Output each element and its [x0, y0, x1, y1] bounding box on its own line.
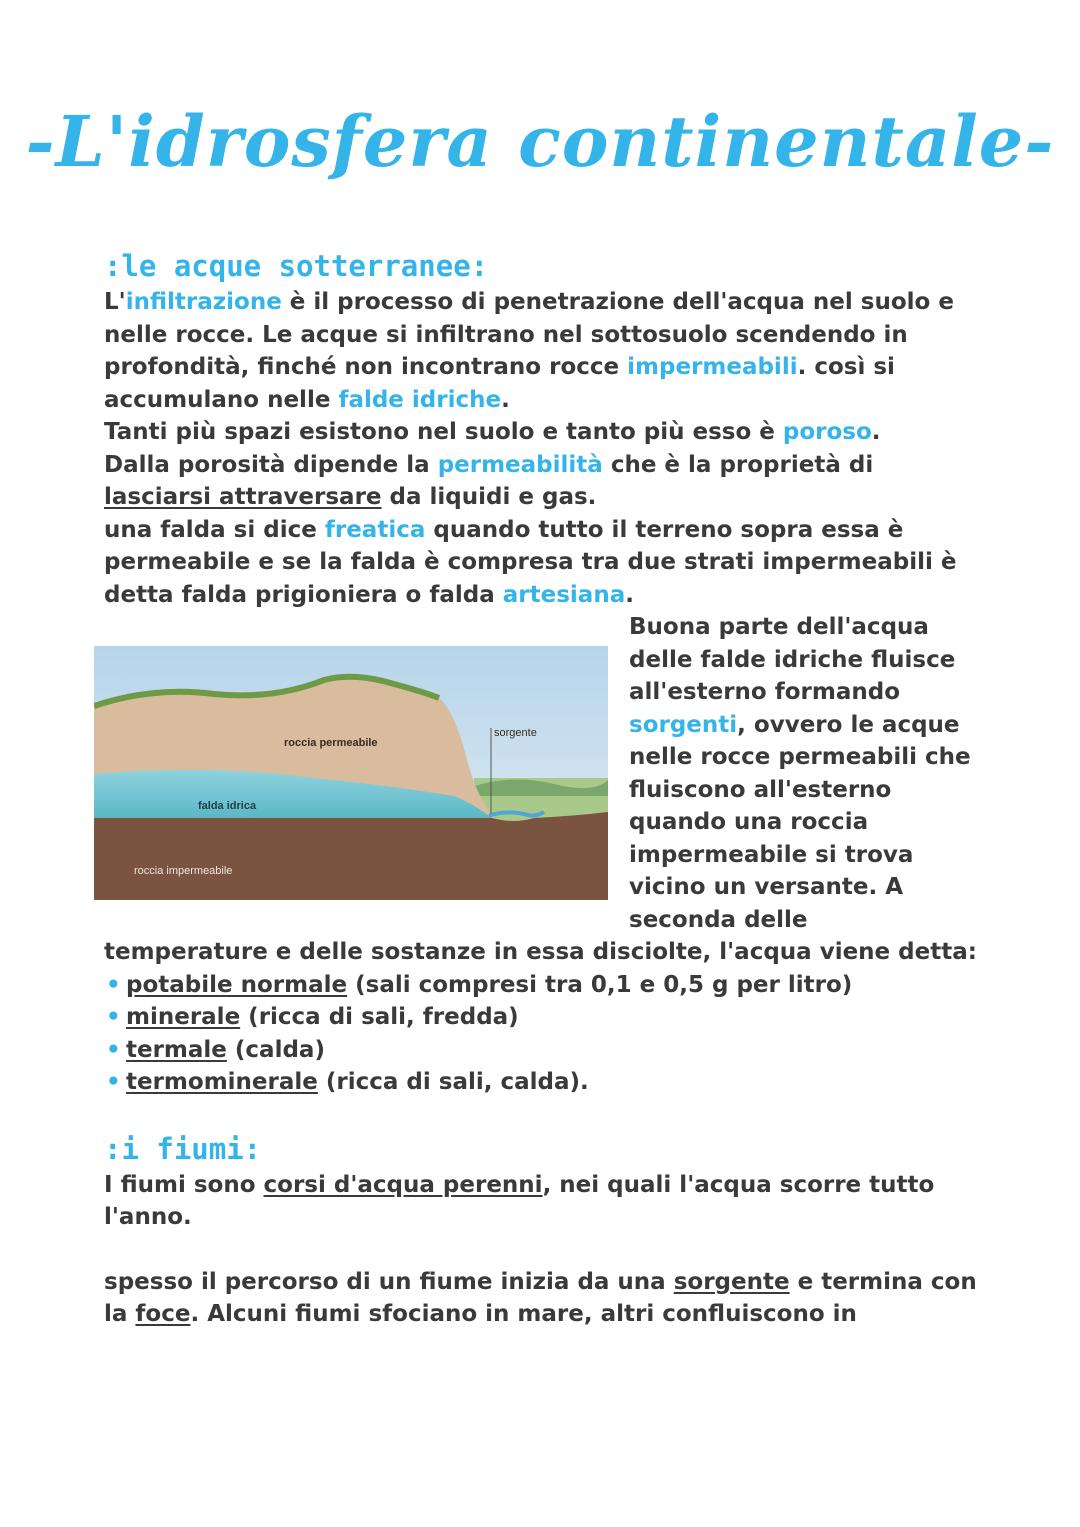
term-permeabilita: permeabilità	[437, 451, 603, 478]
label-roccia-impermeabile: roccia impermeabile	[134, 865, 233, 877]
term-artesiana: artesiana	[502, 581, 626, 608]
figure-row	[104, 611, 984, 936]
term-poroso: poroso	[782, 419, 872, 445]
paragraph-aquifer-types: una falda si dice freatica quando tutto il terreno sopra essa è permeabile e se la falda è compresa tra due strati impermeabili è detta falda prigioniera o falda artesiana.	[104, 516, 957, 608]
section-heading-groundwater: :le acque sotterranee:	[104, 249, 489, 283]
list-item: • minerale (ricca di sali, fredda)	[104, 1001, 984, 1034]
term-sorgenti: sorgenti	[629, 711, 738, 738]
term-corsi-acqua-perenni: corsi d'acqua perenni	[263, 1171, 543, 1198]
paragraph-springs: Buona parte dell'acqua delle falde idriche fluisce all'esterno formando sorgenti, ovvero le acque nelle rocce permeabili che fluiscono all'esterno quando una roccia impermeabile si trova vicino un versante. A seconda delle	[629, 614, 971, 933]
term-falde-idriche: falde idriche	[338, 386, 502, 413]
term-infiltrazione: infiltrazione	[125, 289, 282, 315]
label-roccia-permeabile: roccia permeabile	[284, 737, 378, 749]
section-heading-rivers: :i fiumi:	[104, 1131, 262, 1166]
term-freatica: freatica	[324, 516, 426, 543]
list-item: • potabile normale (sali compresi tra 0,1 e 0,5 g per litro)	[104, 969, 984, 1002]
paragraph-porosity: Tanti più spazi esistono nel suolo e tanto più esso è poroso. Dalla porosità dipende la permeabilità che è la proprietà di lasciarsi attraversare da liquidi e gas.	[104, 419, 881, 510]
label-sorgente: sorgente	[494, 727, 537, 739]
list-item: • termominerale (ricca di sali, calda).	[104, 1066, 984, 1099]
aquifer-diagram	[94, 646, 608, 900]
notes-body	[104, 248, 984, 1331]
label-falda-idrica: falda idrica	[198, 800, 257, 812]
bullet-icon: •	[106, 1069, 121, 1095]
paragraph-infiltration: L'infiltrazione è il processo di penetrazione dell'acqua nel suolo e nelle rocce. Le acque si infiltrano nel sottosuolo scendendo in profondità, finché non incontrano rocce impermeabili. così si accumulano nelle falde idriche.	[104, 289, 954, 413]
bullet-icon: •	[106, 971, 121, 998]
paragraph-water-types-intro: temperature e delle sostanze in essa disciolte, l'acqua viene detta:	[104, 939, 977, 965]
page-title: -L'idrosfera continentale-	[25, 100, 1055, 183]
paragraph-rivers-definition: I fiumi sono corsi d'acqua perenni, nei quali l'acqua scorre tutto l'anno.	[104, 1171, 935, 1230]
term-lasciarsi-attraversare: lasciarsi attraversare	[104, 484, 382, 510]
term-foce: foce	[135, 1301, 191, 1327]
term-impermeabili: impermeabili	[627, 354, 798, 380]
water-types-list	[104, 969, 984, 1099]
bullet-icon: •	[106, 1036, 121, 1063]
paragraph-river-course: spesso il percorso di un fiume inizia da una sorgente e termina con la foce. Alcuni fiumi sfociano in mare, altri confluiscono in	[104, 1268, 977, 1327]
term-sorgente: sorgente	[673, 1268, 790, 1295]
bullet-icon: •	[106, 1004, 121, 1030]
list-item: • termale (calda)	[104, 1034, 984, 1067]
